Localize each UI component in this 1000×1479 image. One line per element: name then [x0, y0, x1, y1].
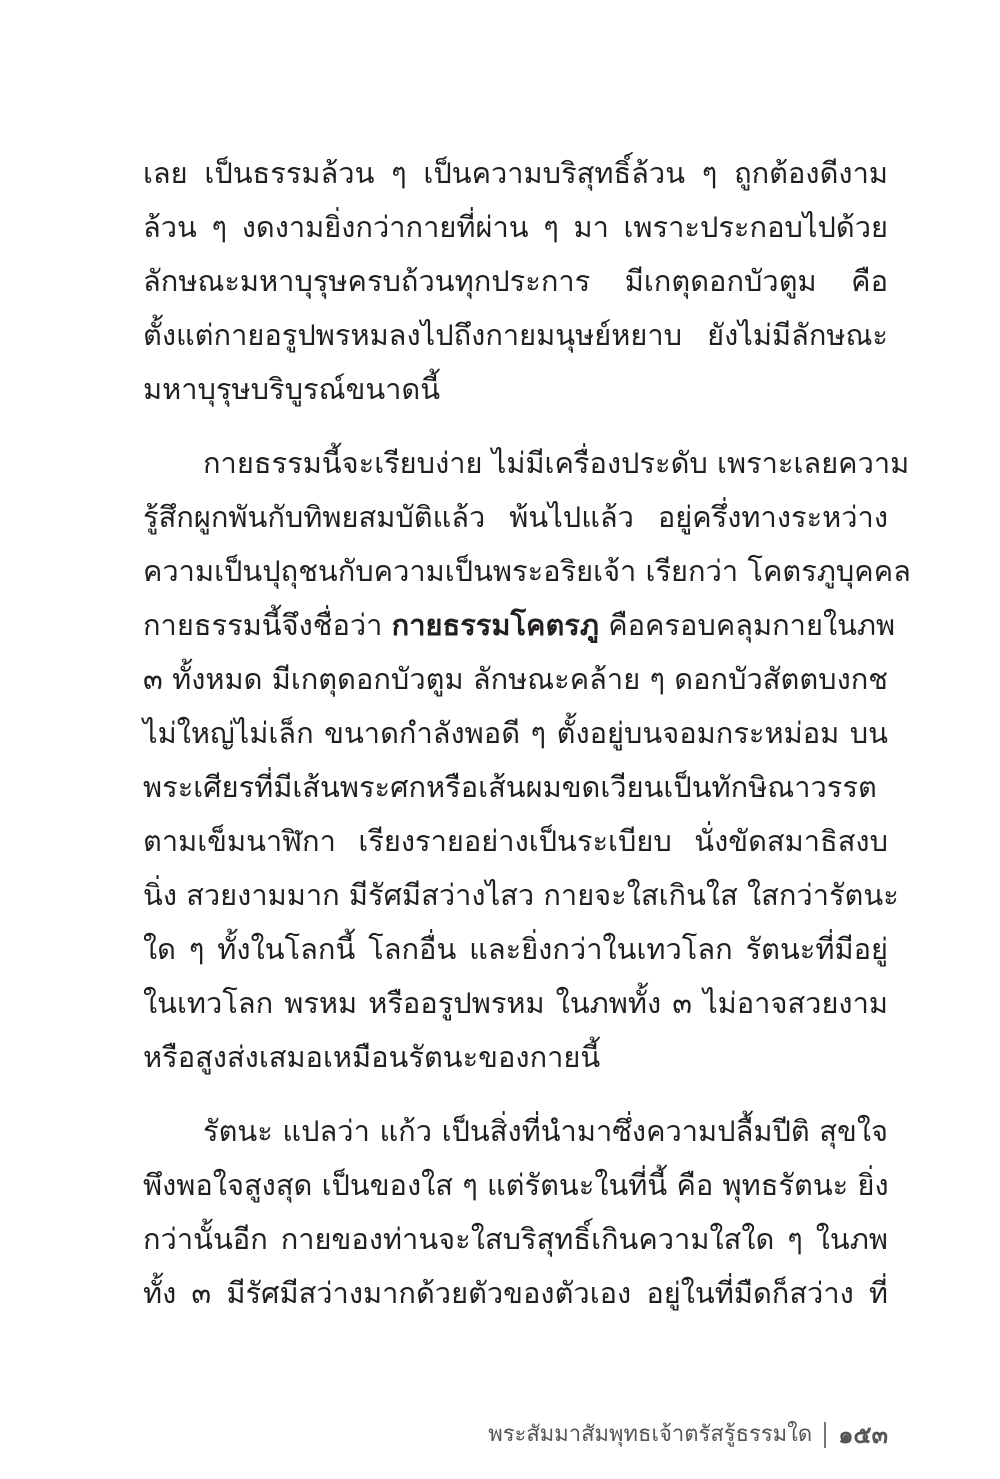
- text-line: ไม่ใหญ่ไม่เล็ก ขนาดกำลังพอดี ๆ ตั้งอยู่บนจอมกระหม่อม บน: [143, 716, 888, 750]
- text-line: พึงพอใจสูงสุด เป็นของใส ๆ แต่รัตนะในที่นี้ คือ พุทธรัตนะ ยิ่ง: [143, 1168, 889, 1202]
- text-line: มหาบุรุษบริบูรณ์ขนาดนี้: [143, 372, 441, 406]
- text-line: พระเศียรที่มีเส้นพระศกหรือเส้นผมขดเวียนเป็นทักษิณาวรรต: [143, 770, 877, 804]
- book-title: พระสัมมาสัมพุทธเจ้าตรัสรู้ธรรมใด: [488, 1422, 813, 1447]
- text-line: กายธรรมนี้จะเรียบง่าย ไม่มีเครื่องประดับ เพราะเลยความ: [203, 446, 910, 480]
- text-line: ตั้งแต่กายอรูปพรหมลงไปถึงกายมนุษย์หยาบ ยังไม่มีลักษณะ: [143, 318, 888, 352]
- text-line: ความเป็นปุถุชนกับความเป็นพระอริยเจ้า เรียกว่า โคตรภูบุคคล: [143, 554, 911, 588]
- page-number: ๑๕๓: [838, 1421, 888, 1449]
- text-line-with-emphasis: [143, 598, 896, 652]
- text-line: ใด ๆ ทั้งในโลกนี้ โลกอื่น และยิ่งกว่าในเทวโลก รัตนะที่มีอยู่: [143, 932, 888, 966]
- text-line: ลักษณะมหาบุรุษครบถ้วนทุกประการ มีเกตุดอกบัวตูม คือ: [143, 264, 888, 298]
- text-line: หรือสูงส่งเสมอเหมือนรัตนะของกายนี้: [143, 1040, 601, 1074]
- text-line: รัตนะ แปลว่า แก้ว เป็นสิ่งที่นำมาซึ่งความปลื้มปีติ สุขใจ: [203, 1114, 888, 1148]
- text-line: กว่านั้นอีก กายของท่านจะใสบริสุทธิ์เกินความใสใด ๆ ในภพ: [143, 1222, 888, 1256]
- paragraph-3: [143, 1104, 888, 1320]
- text-line: ทั้ง ๓ มีรัศมีสว่างมากด้วยตัวของตัวเอง อยู่ในที่มืดก็สว่าง ที่: [143, 1276, 888, 1310]
- text-line: ตามเข็มนาฬิกา เรียงรายอย่างเป็นระเบียบ นั่งขัดสมาธิสงบ: [143, 824, 888, 858]
- paragraph-2: [143, 436, 911, 1084]
- body-text: [143, 146, 911, 1320]
- text-line: ๓ ทั้งหมด มีเกตุดอกบัวตูม ลักษณะคล้าย ๆ ดอกบัวสัตตบงกช: [143, 662, 888, 696]
- emphasis-term: กายธรรมโคตรภู: [391, 608, 599, 642]
- text-line: เลย เป็นธรรมล้วน ๆ เป็นความบริสุทธิ์ล้วน ๆ ถูกต้องดีงาม: [143, 156, 888, 190]
- text-line: ในเทวโลก พรหม หรืออรูปพรหม ในภพทั้ง ๓ ไม่อาจสวยงาม: [143, 986, 888, 1020]
- running-footer: [488, 1415, 888, 1455]
- paragraph-1: [143, 146, 888, 416]
- footer-divider: [824, 1422, 826, 1448]
- text-segment: คือครอบคลุมกายในภพ: [598, 608, 896, 642]
- text-line: ล้วน ๆ งดงามยิ่งกว่ากายที่ผ่าน ๆ มา เพราะประกอบไปด้วย: [143, 210, 888, 244]
- text-line: รู้สึกผูกพันกับทิพยสมบัติแล้ว พ้นไปแล้ว อยู่ครึ่งทางระหว่าง: [143, 500, 888, 534]
- text-segment: กายธรรมนี้จึงชื่อว่า: [143, 608, 392, 642]
- text-line: นิ่ง สวยงามมาก มีรัศมีสว่างไสว กายจะใสเกินใส ใสกว่ารัตนะ: [143, 878, 899, 912]
